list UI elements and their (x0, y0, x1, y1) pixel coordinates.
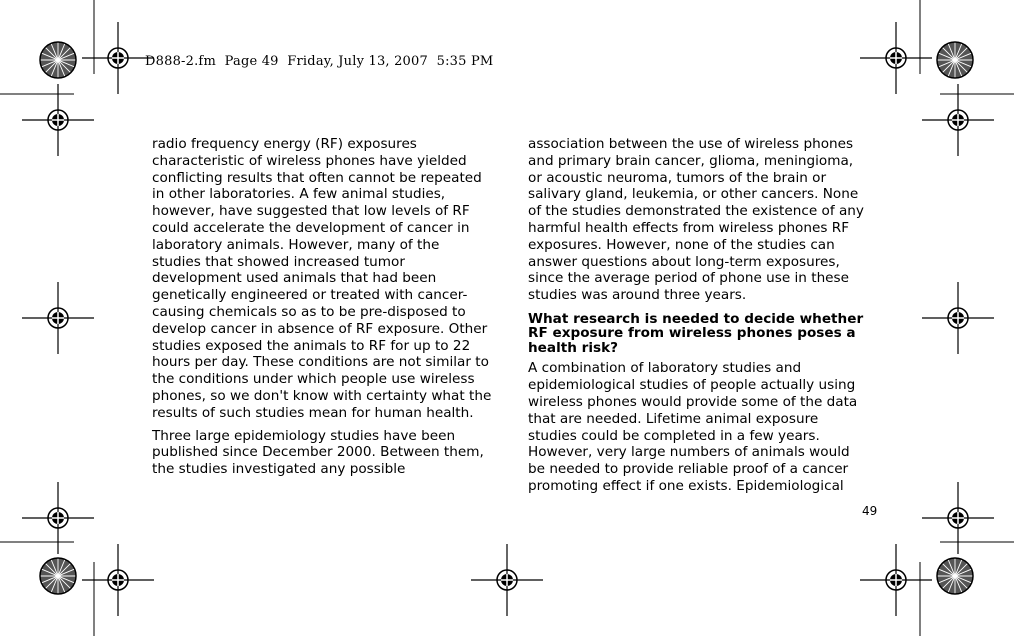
star-target-icon (40, 558, 76, 594)
page-header: D888-2.fm Page 49 Friday, July 13, 2007 5:35 PM (145, 54, 494, 69)
crosshair-icon (471, 544, 543, 616)
crosshair-icon (922, 282, 994, 354)
star-target-icon (40, 42, 76, 78)
body-paragraph: radio frequency energy (RF) exposures characteristic of wireless phones have yielded conflicting results that often cannot be repeated in other laboratories. A few animal studies, however, have suggested that low levels of RF could accelerate the development of cancer in laboratory animals. However, many of the studies that showed increased tumor development used animals that had been genetically engineered or treated with cancer-causing chemicals so as to be pre-disposed to develop cancer in absence of RF exposure. Other studies exposed the animals to RF for up to 22 hours per day. These conditions are not similar to the conditions under which people use wireless phones, so we don't know with certainty what the results of such studies mean for human health. (152, 136, 492, 421)
page-number: 49 (862, 504, 878, 518)
crosshair-icon (22, 84, 94, 156)
body-paragraph: association between the use of wireless phones and primary brain cancer, glioma, meningioma, or acoustic neuroma, tumors of the brain or salivary gland, leukemia, or other cancers. None of the studies demonstrated the existence of any harmful health effects from wireless phones RF exposures. However, none of the studies can answer questions about long-term exposures, since the average period of phone use in these studies was around three years. (528, 136, 864, 304)
star-target-icon (937, 558, 973, 594)
crosshair-icon (860, 544, 932, 616)
crosshair-icon (22, 282, 94, 354)
right-column (528, 136, 868, 501)
crosshair-icon (860, 22, 932, 94)
section-heading: What research is needed to decide whether RF exposure from wireless phones poses a health risk? (528, 310, 864, 356)
left-column (152, 136, 492, 484)
crosshair-icon (22, 482, 94, 554)
body-paragraph: A combination of laboratory studies and epidemiological studies of people actually using wireless phones would provide some of the data that are needed. Lifetime animal exposure studies could be completed in a few years. However, very large numbers of animals would be needed to provide reliable proof of a cancer promoting effect if one exists. Epidemiological (528, 360, 858, 495)
body-paragraph: Three large epidemiology studies have been published since December 2000. Between them, the studies investigated any possible (152, 427, 484, 478)
crosshair-icon (922, 482, 994, 554)
star-target-icon (937, 42, 973, 78)
crosshair-icon (922, 84, 994, 156)
crosshair-icon (82, 544, 154, 616)
crosshair-icon (82, 22, 154, 94)
